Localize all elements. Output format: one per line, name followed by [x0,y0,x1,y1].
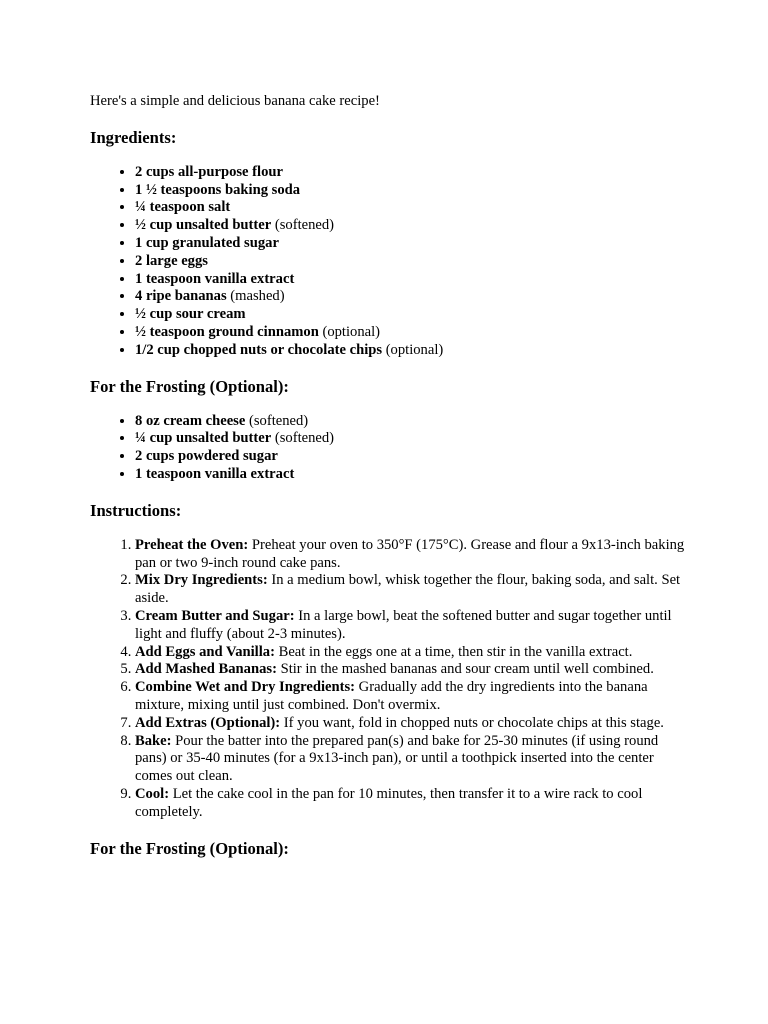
ingredient-name: 1 teaspoon vanilla extract [135,465,295,482]
ingredient-name: 2 cups all-purpose flour [135,163,283,180]
list-item [135,306,690,324]
list-item [135,235,690,253]
frosting-list [90,413,690,484]
step-text: Gradually add the dry ingredients into the banana mixture, mixing until just combined. Don't overmix. [135,679,648,713]
ingredients-heading: Ingredients: [90,127,177,147]
list-item [135,448,690,466]
ingredient-name: ½ cup sour cream [135,306,246,323]
step-text: Beat in the eggs one at a time, then stir in the vanilla extract. [274,643,633,660]
ingredient-name: 8 oz cream cheese [135,412,246,429]
instructions-list [90,537,690,822]
step-text: Stir in the mashed bananas and sour cream until well combined. [276,661,654,678]
list-item [135,164,690,182]
frosting-heading-2: For the Frosting (Optional): [90,838,289,858]
step-title: Cream Butter and Sugar: [135,607,295,624]
recipe-document [90,93,690,859]
ingredient-name: ½ teaspoon ground cinnamon [135,323,319,340]
list-item [135,413,690,431]
ingredients-list [90,164,690,360]
ingredient-name: 1 cup granulated sugar [135,234,279,251]
ingredient-name: ¼ teaspoon salt [135,199,231,216]
step-text: Let the cake cool in the pan for 10 minutes, then transfer it to a wire rack to cool completely. [135,785,643,820]
instructions-heading: Instructions: [90,500,182,520]
step-title: Bake: [135,732,172,749]
list-item [135,253,690,271]
step-title: Add Eggs and Vanilla: [135,643,275,660]
ingredient-name: 2 large eggs [135,252,208,269]
list-item [135,271,690,289]
ingredient-name: 2 cups powdered sugar [135,448,278,465]
step-text: In a medium bowl, whisk together the flour, baking soda, and salt. Set aside. [135,572,681,607]
instruction-step [135,608,690,644]
ingredient-note: (softened) [271,217,335,234]
list-item [135,324,690,342]
step-title: Add Mashed Bananas: [135,661,277,678]
step-text: If you want, fold in chopped nuts or chocolate chips at this stage. [280,714,664,731]
instruction-step [135,679,690,715]
instruction-step [135,661,690,679]
ingredient-note: (mashed) [226,288,285,305]
ingredient-name: 1/2 cup chopped nuts or chocolate chips [135,341,383,358]
step-text: Preheat your oven to 350°F (175°C). Grease and flour a 9x13-inch baking pan or two 9-inch round cake pans. [135,536,685,571]
ingredient-note: (optional) [318,323,381,340]
step-title: Preheat the Oven: [135,536,249,553]
list-item [135,182,690,200]
list-item [135,342,690,360]
list-item [135,217,690,235]
step-title: Combine Wet and Dry Ingredients: [135,679,356,696]
ingredient-name: 4 ripe bananas [135,288,227,305]
instruction-step [135,572,690,608]
list-item [135,430,690,448]
ingredient-name: ½ cup unsalted butter [135,217,272,234]
ingredient-name: 1 ½ teaspoons baking soda [135,181,301,198]
step-text: In a large bowl, beat the softened butter and sugar together until light and fluffy (about 2-3 minutes). [135,607,672,642]
list-item [135,288,690,306]
frosting-heading: For the Frosting (Optional): [90,376,289,396]
ingredient-note: (optional) [382,341,444,358]
step-title: Add Extras (Optional): [135,714,281,731]
instruction-step [135,733,690,786]
list-item [135,199,690,217]
instruction-step [135,537,690,573]
intro-text: Here's a simple and delicious banana cake recipe! [90,93,380,109]
instruction-step [135,644,690,662]
ingredient-name: 1 teaspoon vanilla extract [135,270,295,287]
step-title: Mix Dry Ingredients: [135,572,268,589]
step-title: Cool: [135,785,170,802]
instruction-step [135,786,690,822]
ingredient-note: (softened) [245,412,309,429]
list-item [135,466,690,484]
instruction-step [135,715,690,733]
ingredient-name: ¼ cup unsalted butter [135,430,272,447]
step-text: Pour the batter into the prepared pan(s) and bake for 25-30 minutes (if using round pans) or 35-40 minutes (for a 9x13-inch pan), or until a toothpick inserted into the center comes out clean. [135,732,659,785]
ingredient-note: (softened) [271,430,335,447]
